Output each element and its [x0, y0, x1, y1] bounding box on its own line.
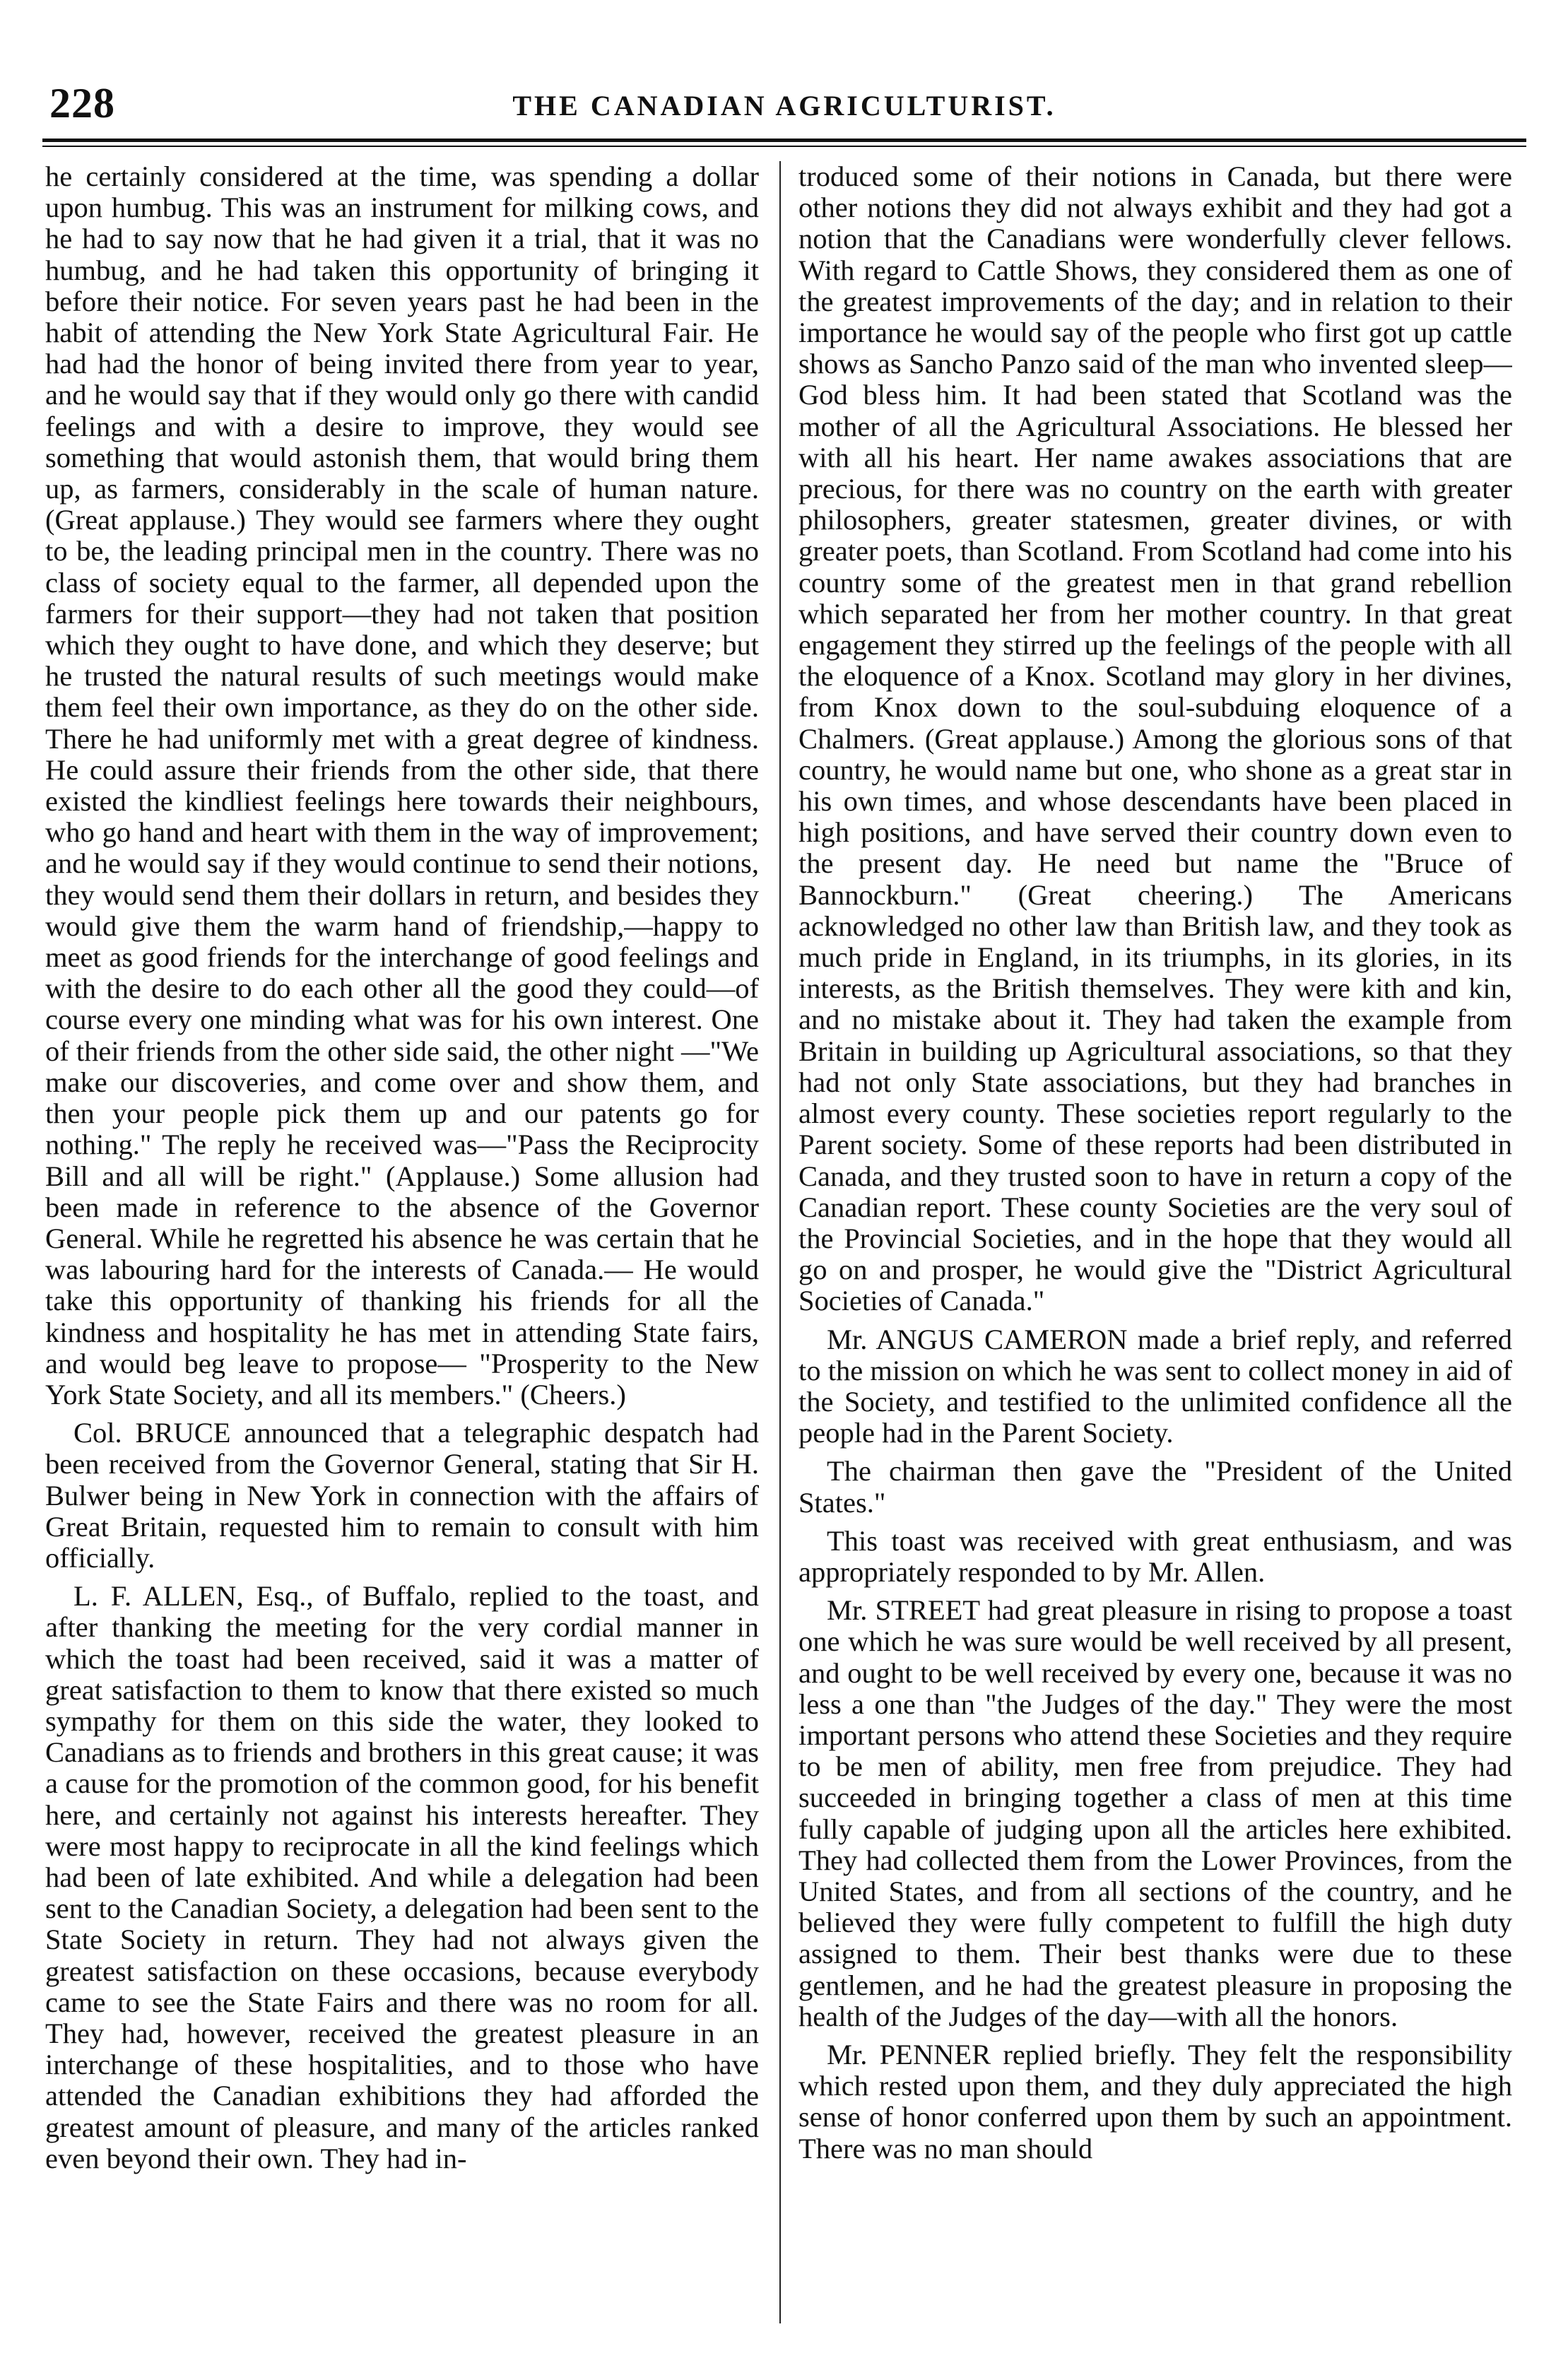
paragraph-penner-reply: Mr. PENNER replied briefly. They felt the responsibility which rested upon them, and they duly appreciated the high sense of honor conferred upon them by such an appointment. There was no man should: [798, 2038, 1512, 2164]
header-rule-thick: [42, 139, 1526, 142]
column-divider: [779, 161, 781, 2323]
page-number: 228: [49, 80, 115, 126]
header-rule-thin: [42, 146, 1526, 147]
running-title: THE CANADIAN AGRICULTURIST.: [512, 90, 1056, 122]
paragraph-chairman-toast: The chairman then gave the "President of the United States.": [798, 1455, 1512, 1519]
paragraph-angus-cameron: Mr. ANGUS CAMERON made a brief reply, and referred to the mission on which he was sent to collect money in aid of the Society, and testified to the unlimited confidence all the people had in the Parent Society.: [798, 1323, 1512, 1449]
paragraph-toast-received: This toast was received with great enthusiasm, and was appropriately responded to by Mr. Allen.: [798, 1524, 1512, 1588]
page-header: [42, 79, 1526, 136]
paragraph-speech-continuation: he certainly considered at the time, was spending a dollar upon humbug. This was an instrument for milking cows, and he had to say now that he had given it a trial, that it was no humbug, and he had taken this opportunity of bringing it before their notice. For seven years past he had been in the habit of attending the New York State Agricultural Fair. He had had the honor of being invited there from year to year, and he would say that if they would only go there with candid feelings and with a desire to improve, they would see something that would astonish them, that would bring them up, as farmers, considerably in the scale of human nature. (Great applause.) They would see farmers where they ought to be, the leading principal men in the country. There was no class of society equal to the farmer, all depended upon the farmers for their support—they had not taken that position which they ought to have done, and which they deserve; but he trusted the natural results of such meetings would make them feel their own importance, as they do on the other side. There he had uniformly met with a great degree of kindness. He could assure their friends from the other side, that there existed the kindliest feelings here towards their neighbours, who go hand and heart with them in the way of improvement; and he would say if they would continue to send their notions, they would send them their dollars in return, and besides they would give them the warm hand of friendship,—happy to meet as good friends for the interchange of good feelings and with the desire to do each other all the good they could—of course every one minding what was for his own interest. One of their friends from the other side said, the other night —"We make our discoveries, and come over and show them, and then your people pick them up and our patents go for nothing." The reply he received was—"Pass the Reciprocity Bill and all will be right." (Applause.) Some allusion had been made in reference to the absence of the Governor General. While he regretted his absence he was certain that he was labouring hard for the interests of Canada.— He would take this opportunity of thanking his friends for all the kindness and hospitality he has met in attending State fairs, and would beg leave to propose— "Prosperity to the New York State Society, and all its members." (Cheers.): [45, 161, 759, 1410]
right-column: [798, 161, 1512, 2330]
paragraph-street-toast: Mr. STREET had great pleasure in rising to propose a toast one which he was sure would be well received by all present, and ought to be well received by every one, because it was no less a one than "the Judges of the day." They were the most important persons who attend these Societies and they require to be men of ability, men free from prejudice. They had succeeded in bringing together a class of men at this time fully capable of judging upon all the articles here exhibited. They had collected them from the Lower Provinces, from the United States, and from all sections of the country, and he believed they were fully competent to fulfill the high duty assigned to them. Their best thanks were due to these gentlemen, and he had the greatest pleasure in proposing the health of the Judges of the day—with all the honors.: [798, 1594, 1512, 2032]
left-column: [45, 161, 759, 2330]
paragraph-allen-reply: L. F. ALLEN, Esq., of Buffalo, replied to the toast, and after thanking the meeting for the very cordial manner in which the toast had been received, said it was a matter of great satisfaction to them to know that there existed so much sympathy for them on this side the water, they looked to Canadians as to friends and brothers in this great cause; it was a cause for the promotion of the common good, for his benefit here, and certainly not against his interests hereafter. They were most happy to reciprocate in all the kind feelings which had been of late exhibited. And while a delegation had been sent to the Canadian Society, a delegation had been sent to the State Society in return. They had not always given the greatest satisfaction on these occasions, because everybody came to see the State Fairs and there was no room for all. They had, however, received the greatest pleasure in an interchange of these hospitalities, and to those who have attended the Canadian exhibitions they had afforded the greatest amount of pleasure, and many of the articles ranked even beyond their own. They had in-: [45, 1580, 759, 2174]
paragraph-allen-continuation: troduced some of their notions in Canada, but there were other notions they did not always exhibit and they had got a notion that the Canadians were wonderfully clever fellows. With regard to Cattle Shows, they considered them as one of the greatest improvements of the day; and in relation to their importance he would say of the people who first got up cattle shows as Sancho Panzo said of the man who invented sleep—God bless him. It had been stated that Scotland was the mother of all the Agricultural Associations. He blessed her with all his heart. Her name awakes associations that are precious, for there was no country on the earth with greater philosophers, greater statesmen, greater divines, or with greater poets, than Scotland. From Scotland had come into his country some of the greatest men in that grand rebellion which separated her from her mother country. In that great engagement they stirred up the feelings of the people with all the eloquence of a Knox. Scotland may glory in her divines, from Knox down to the soul-subduing eloquence of a Chalmers. (Great applause.) Among the glorious sons of that country, he would name but one, who shone as a great star in his own times, and whose descendants have been placed in high positions, and have served their country down even to the present day. He need but name the "Bruce of Bannockburn." (Great cheering.) The Americans acknowledged no other law than British law, and they took as much pride in England, in its triumphs, in its glories, in its interests, as the British themselves. They were kith and kin, and no mistake about it. They had taken the example from Britain in building up Agricultural associations, so that they had not only State associations, but they had branches in almost every county. These societies report regularly to the Parent society. Some of these reports had been distributed in Canada, and they trusted soon to have in return a copy of the Canadian report. These county Societies are the very soul of the Provincial Societies, and in the hope that they would all go on and prosper, he would give the "District Agricultural Societies of Canada.": [798, 161, 1512, 1317]
paragraph-col-bruce: Col. BRUCE announced that a telegraphic despatch had been received from the Governor General, stating that Sir H. Bulwer being in New York in connection with the affairs of Great Britain, requested him to remain to consult with him officially.: [45, 1417, 759, 1574]
